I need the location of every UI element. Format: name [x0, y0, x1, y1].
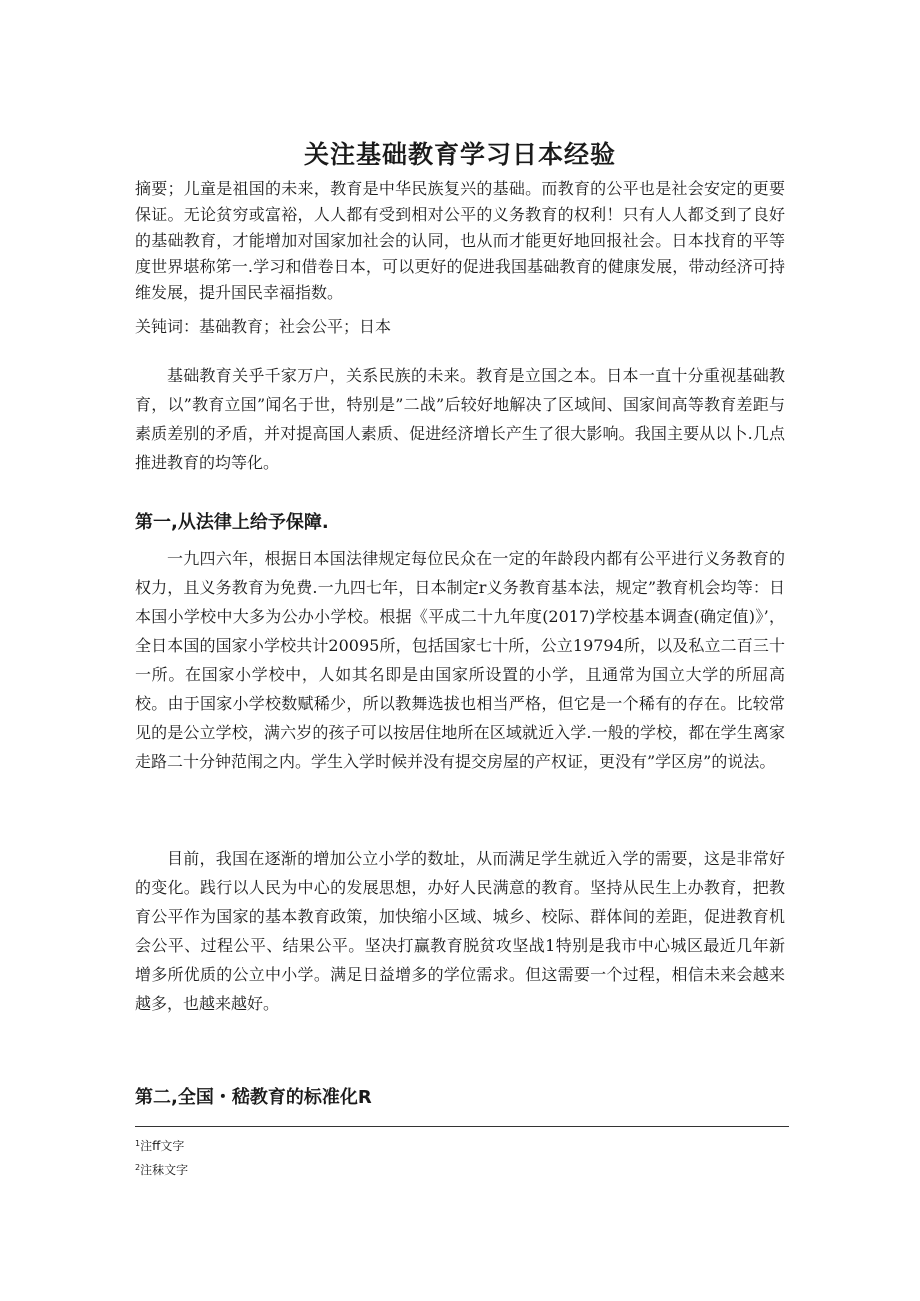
section1-paragraph-2: 目前，我国在逐渐的增加公立小学的数址，从而满足学生就近入学的需要，这是非常好的变化。践行以人民为中心的发展思想，办好人民满意的教育。坚持从民生上办教育，把教育公平作为国家的基本教育政策，加快缩小区域、城乡、校际、群体间的差距，促进教育机会公平、过程公平、结果公平。坚决打赢教育脱贫攻坚战1特别是我市中心城区最近几年新增多所优质的公立中小学。满足日益增多的学位需求。但这需要一个过程，相信未来会越来越多，也越来越好。	[135, 849, 785, 1013]
section-heading-1: 第一,从法律上给予保障.	[135, 512, 329, 533]
section-heading-2: 第二,全国・嵇教育的标准化R	[135, 1087, 372, 1108]
footnote-text: 注ff文字	[140, 1139, 185, 1153]
intro-paragraph: 基础教育关乎千家万户，关系民族的未来。教育是立国之本。日本一直十分重视基础教育，以”教育立国”闻名于世，特别是”二战”后较好地解决了区域间、国家间高等教育差距与素质差别的矛盾，并对提高国人素质、促进经济增长产生了很大影响。我国主要从以卜.几点推进教育的均等化。	[135, 366, 785, 472]
footnotes	[135, 1133, 188, 1181]
document-title: 关注基础教育学习日本经验	[303, 139, 616, 169]
footnote-divider	[135, 1126, 789, 1127]
footnote-text: 注秣文字	[140, 1163, 189, 1177]
footnote-item	[135, 1157, 188, 1181]
footnote-mark: 2	[135, 1163, 141, 1172]
keywords-line: 关钝词：基础教育；社会公平；日本	[135, 317, 392, 336]
footnote-item	[135, 1133, 188, 1157]
abstract-paragraph: 摘要；儿童是祖国的未来，教育是中华民族复兴的基础。而教育的公平也是社会安定的更要保证。无论贫穷或富裕，人人都有受到相对公平的义务教育的权利！只有人人都爻到了良好的基础教育，才能增加对国家加社会的认同，也从而才能更好地回报社会。日本找育的平等度世界堪称笫一.学习和借卷日本，可以更好的促进我国基础教育的健康发展，带动经济可持维发展，提升国民幸福指数。	[135, 179, 785, 302]
footnote-mark: 1	[135, 1139, 141, 1148]
section1-paragraph-1: 一九四六年，根据日本国法律规定每位民众在一定的年龄段内都有公平进行义务教育的权力，且义务教育为免费.一九四七年，日本制定r义务教育基本法，规定”教育机会均等：日本国小学校中大多为公办小学校。根据《平成二十九年度(2017)学校基本调查(确定值)》’，全日本国的国家小学校共计20095所，包括国家七十所，公立19794所，以及私立二百三十一所。在国家小学校中，人如其名即是由国家所设置的小学，且通常为国立大学的所屈高校。由于国家小学校数赋稀少，所以教舞选拔也相当严格，但它是一个稀有的存在。比较常见的是公立学校，满六岁的孩子可以按居住地所在区域就近入学.一般的学校，都在学生离家走路二十分钟范闱之内。学生入学时候并没有提交房屋的产权证，更没有”学区房”的说法。	[135, 549, 785, 771]
